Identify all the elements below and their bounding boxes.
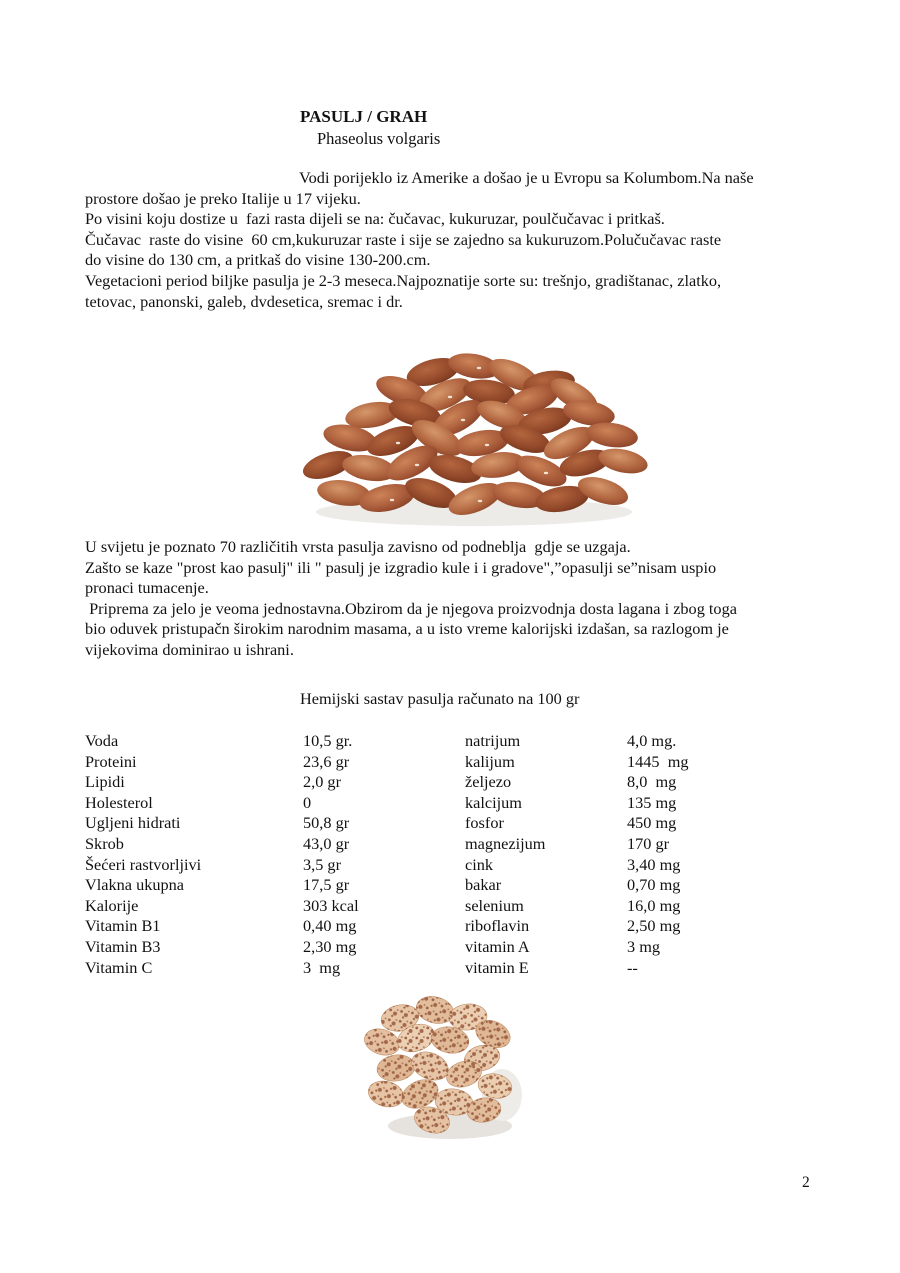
- nutrient-value: 17,5 gr: [303, 875, 350, 895]
- text-line: Vegetacioni period biljke pasulja je 2-3 meseca.Najpoznatije sorte su: trešnjo, gradištanac, zlatko,: [85, 270, 722, 290]
- nutrient-label: Vitamin B1: [85, 916, 161, 936]
- text-line: tetovac, panonski, galeb, dvdesetica, sremac i dr.: [85, 291, 403, 311]
- nutrient-value: 3,40 mg: [627, 854, 681, 874]
- nutrient-value: 3,5 gr: [303, 854, 341, 874]
- text-line: Čučavac raste do visine 60 cm,kukuruzar raste i sije se zajedno sa kukuruzom.Polučučavac raste: [85, 229, 722, 249]
- text-line: Priprema za jelo je veoma jednostavna.Obzirom da je njegova proizvodnja dosta lagana i zbog toga: [85, 598, 737, 618]
- nutrient-label: bakar: [465, 875, 502, 895]
- body-paragraph: [85, 537, 833, 661]
- nutrient-label: Vitamin C: [85, 957, 153, 977]
- nutrition-table: [85, 731, 833, 978]
- nutrient-value: 303 kcal: [303, 895, 359, 915]
- nutrient-value: 0,70 mg: [627, 875, 681, 895]
- nutrient-value: 3 mg: [627, 936, 661, 956]
- nutrient-label: vitamin E: [465, 957, 529, 977]
- nutrient-label: željezo: [465, 772, 512, 792]
- nutrient-value: 43,0 gr: [303, 833, 350, 853]
- nutrient-value: 10,5 gr.: [303, 731, 353, 750]
- text-line: Vodi porijeklo iz Amerike a došao je u Evropu sa Kolumbom.Na naše: [299, 168, 754, 187]
- nutrient-value: 450 mg: [627, 813, 677, 833]
- text-line: bio oduvek pristupačn širokim narodnim masama, a u isto vreme kalorijski izdašan, sa razlogom je: [85, 619, 729, 639]
- species-subtitle: Phaseolus volgaris: [317, 129, 441, 148]
- text-line: Zašto se kaze "prost kao pasulj" ili " pasulj je izgradio kule i i gradove",”opasulji se”nisam uspio: [85, 557, 717, 577]
- nutrient-value: 2,50 mg: [627, 916, 681, 936]
- nutrient-label: kalijum: [465, 751, 515, 771]
- nutrient-value: 23,6 gr: [303, 751, 350, 771]
- nutrient-label: vitamin A: [465, 936, 530, 956]
- nutrient-label: magnezijum: [465, 833, 546, 853]
- red-kidney-beans-image: [298, 342, 650, 534]
- nutrient-label: Voda: [85, 731, 119, 750]
- nutrient-value: 135 mg: [627, 792, 677, 812]
- nutrient-value: 1445 mg: [627, 751, 689, 771]
- nutrient-label: fosfor: [465, 813, 504, 833]
- nutrient-value: 0: [303, 792, 312, 812]
- nutrient-label: Lipidi: [85, 772, 125, 792]
- nutrient-value: 0,40 mg: [303, 916, 357, 936]
- intro-paragraph: [85, 168, 833, 312]
- nutrient-label: Holesterol: [85, 792, 153, 812]
- nutrient-value: 4,0 mg.: [627, 731, 677, 750]
- nutrient-label: Vitamin B3: [85, 936, 161, 956]
- nutrient-label: Kalorije: [85, 895, 139, 915]
- nutrient-label: natrijum: [465, 731, 521, 750]
- nutrient-label: kalcijum: [465, 792, 522, 812]
- nutrient-value: --: [627, 957, 638, 977]
- nutrient-label: cink: [465, 854, 494, 874]
- nutrient-label: Proteini: [85, 751, 137, 771]
- pinto-beans-image: [350, 990, 530, 1150]
- nutrient-value: 170 gr: [627, 833, 670, 853]
- page-number: 2: [802, 1174, 810, 1191]
- nutrient-value: 50,8 gr: [303, 813, 350, 833]
- text-line: U svijetu je poznato 70 različitih vrsta pasulja zavisno od podneblja gdje se uzgaja.: [85, 537, 631, 556]
- text-line: pronaci tumacenje.: [85, 578, 209, 598]
- text-line: do visine do 130 cm, a pritkaš do visine 130-200.cm.: [85, 250, 431, 270]
- nutrient-value: 3 mg: [303, 957, 341, 977]
- nutrient-value: 16,0 mg: [627, 895, 681, 915]
- page-title: PASULJ / GRAH: [300, 107, 428, 126]
- nutrient-label: selenium: [465, 895, 524, 915]
- nutrient-label: Skrob: [85, 833, 124, 853]
- nutrient-label: riboflavin: [465, 916, 530, 936]
- nutrient-value: 2,0 gr: [303, 772, 341, 792]
- nutrient-value: 8,0 mg: [627, 772, 677, 792]
- text-line: Po visini koju dostize u fazi rasta dijeli se na: čučavac, kukuruzar, poulčučavac i pritkaš.: [85, 209, 665, 229]
- text-line: vijekovima dominirao u ishrani.: [85, 639, 294, 659]
- nutrient-label: Šećeri rastvorljivi: [85, 854, 202, 874]
- nutrition-heading: Hemijski sastav pasulja računato na 100 gr: [300, 689, 580, 708]
- nutrient-value: 2,30 mg: [303, 936, 357, 956]
- nutrient-label: Vlakna ukupna: [85, 875, 185, 895]
- nutrient-label: Ugljeni hidrati: [85, 813, 181, 833]
- text-line: prostore došao je preko Italije u 17 vijeku.: [85, 188, 361, 208]
